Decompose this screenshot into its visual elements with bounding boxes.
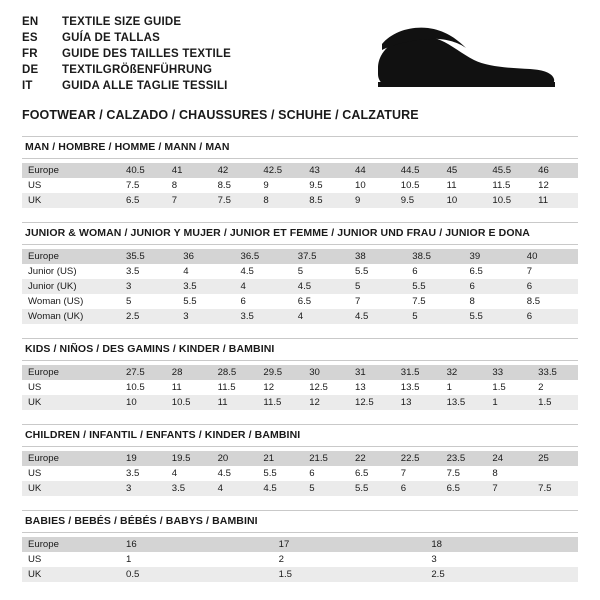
size-cell: 8 bbox=[257, 193, 303, 208]
size-cell: 5.5 bbox=[464, 309, 521, 324]
size-cell: 6.5 bbox=[297, 296, 312, 307]
size-cell: 18 bbox=[425, 537, 578, 552]
size-cell: 25 bbox=[532, 451, 578, 466]
size-cell: 11.5 bbox=[257, 395, 303, 410]
row-label: UK bbox=[22, 567, 120, 582]
size-cell: 5.5 bbox=[355, 266, 369, 277]
row-label: Europe bbox=[22, 451, 120, 466]
table-row bbox=[22, 395, 578, 410]
table-row bbox=[22, 279, 578, 294]
language-title-list bbox=[22, 16, 231, 96]
size-cell: 40.5 bbox=[120, 163, 166, 178]
table-row bbox=[22, 193, 578, 208]
language-code: ES bbox=[22, 32, 38, 44]
size-cell: 21.5 bbox=[303, 451, 349, 466]
size-cell: 8.5 bbox=[217, 180, 231, 191]
size-cell: 1 bbox=[446, 382, 452, 393]
size-cell: 3 bbox=[177, 309, 234, 324]
size-cell: 9.5 bbox=[309, 180, 323, 191]
size-cell: 11 bbox=[171, 382, 182, 393]
language-text: GUÍA DE TALLAS bbox=[62, 32, 160, 44]
row-label: UK bbox=[22, 193, 120, 208]
size-cell: 6 bbox=[464, 279, 521, 294]
size-cell: 44.5 bbox=[395, 163, 441, 178]
size-cell: 10 bbox=[354, 180, 366, 191]
size-cell: 29.5 bbox=[257, 365, 303, 380]
language-row bbox=[22, 48, 231, 64]
size-cell: 5.5 bbox=[406, 279, 463, 294]
size-cell: 5 bbox=[349, 279, 406, 294]
size-cell: 6.5 bbox=[441, 481, 487, 496]
size-cell: 3 bbox=[120, 481, 166, 496]
size-cell: 11.5 bbox=[492, 180, 511, 191]
size-cell: 11 bbox=[212, 395, 258, 410]
size-cell: 13 bbox=[354, 382, 366, 393]
size-cell: 10.5 bbox=[486, 193, 532, 208]
table-row bbox=[22, 264, 578, 279]
size-cell: 9 bbox=[349, 193, 395, 208]
row-label: UK bbox=[22, 395, 120, 410]
size-cell: 24 bbox=[486, 451, 532, 466]
section-divider bbox=[22, 222, 578, 223]
size-cell: 42 bbox=[212, 163, 258, 178]
size-cell: 39 bbox=[464, 249, 521, 264]
language-row bbox=[22, 32, 231, 48]
size-cell: 40 bbox=[521, 249, 578, 264]
size-cell: 7 bbox=[355, 296, 361, 307]
row-label: US bbox=[28, 554, 42, 565]
language-code: DE bbox=[22, 64, 39, 76]
table-row bbox=[22, 552, 578, 567]
size-cell: 45 bbox=[441, 163, 487, 178]
size-cell: 3.5 bbox=[126, 266, 140, 277]
size-table bbox=[22, 163, 578, 208]
size-cell: 33 bbox=[486, 365, 532, 380]
size-cell: 3 bbox=[431, 554, 437, 565]
size-cell: 32 bbox=[441, 365, 487, 380]
section-divider bbox=[22, 158, 578, 159]
table-row bbox=[22, 309, 578, 324]
section-title: KIDS / NIÑOS / DES GAMINS / KINDER / BAMBINI bbox=[25, 343, 275, 355]
row-label: Woman (US) bbox=[28, 296, 84, 307]
size-cell: 10.5 bbox=[166, 395, 212, 410]
size-cell: 12 bbox=[538, 180, 549, 191]
size-cell: 7.5 bbox=[532, 481, 578, 496]
row-label: US bbox=[28, 180, 42, 191]
size-cell: 2.5 bbox=[425, 567, 578, 582]
section-divider bbox=[22, 360, 578, 361]
table-row bbox=[22, 365, 578, 380]
table-row bbox=[22, 466, 578, 481]
size-cell: 10 bbox=[441, 193, 487, 208]
size-cell: 6 bbox=[395, 481, 441, 496]
language-code: EN bbox=[22, 16, 39, 28]
size-cell: 4 bbox=[292, 309, 349, 324]
row-label: Europe bbox=[22, 163, 120, 178]
size-section bbox=[22, 136, 578, 208]
language-text: GUIDE DES TAILLES TEXTILE bbox=[62, 48, 231, 60]
size-cell: 3.5 bbox=[166, 481, 212, 496]
table-row bbox=[22, 294, 578, 309]
size-cell: 4 bbox=[212, 481, 258, 496]
dress-shoe-icon bbox=[370, 22, 560, 98]
size-sections bbox=[22, 136, 578, 582]
size-cell: 36 bbox=[177, 249, 234, 264]
size-cell: 11 bbox=[446, 180, 457, 191]
size-cell: 19.5 bbox=[166, 451, 212, 466]
size-table bbox=[22, 249, 578, 324]
size-cell: 6 bbox=[412, 266, 418, 277]
size-cell: 9 bbox=[263, 180, 269, 191]
size-cell: 3.5 bbox=[126, 468, 140, 479]
language-code: IT bbox=[22, 80, 33, 92]
size-cell: 19 bbox=[120, 451, 166, 466]
row-label: Junior (UK) bbox=[22, 279, 120, 294]
table-row bbox=[22, 249, 578, 264]
size-cell: 6 bbox=[521, 309, 578, 324]
size-cell: 5 bbox=[303, 481, 349, 496]
size-cell: 4.5 bbox=[217, 468, 231, 479]
size-cell bbox=[532, 466, 578, 481]
row-label: Europe bbox=[22, 249, 120, 264]
row-label: US bbox=[28, 382, 42, 393]
size-table bbox=[22, 537, 578, 582]
size-cell: 10.5 bbox=[400, 180, 420, 191]
size-cell: 7.5 bbox=[412, 296, 426, 307]
size-cell: 27.5 bbox=[120, 365, 166, 380]
table-row bbox=[22, 567, 578, 582]
size-cell: 10 bbox=[120, 395, 166, 410]
size-cell: 5.5 bbox=[349, 481, 395, 496]
document-header bbox=[22, 16, 578, 122]
size-cell: 8.5 bbox=[526, 296, 541, 307]
size-cell: 6 bbox=[521, 279, 578, 294]
size-cell: 7 bbox=[486, 481, 532, 496]
size-cell: 2 bbox=[278, 554, 284, 565]
table-row bbox=[22, 380, 578, 395]
size-cell: 13 bbox=[395, 395, 441, 410]
size-cell: 45.5 bbox=[486, 163, 532, 178]
size-cell: 1 bbox=[486, 395, 532, 410]
size-cell: 5.5 bbox=[263, 468, 277, 479]
section-divider bbox=[22, 532, 578, 533]
size-cell: 36.5 bbox=[235, 249, 292, 264]
size-cell: 41 bbox=[166, 163, 212, 178]
size-cell: 13.5 bbox=[400, 382, 420, 393]
size-cell: 46 bbox=[532, 163, 578, 178]
size-cell: 1.5 bbox=[492, 382, 506, 393]
size-cell: 7 bbox=[400, 468, 407, 479]
section-title: CHILDREN / INFANTIL / ENFANTS / KINDER / BAMBINI bbox=[25, 429, 301, 441]
size-cell: 42.5 bbox=[257, 163, 303, 178]
size-cell: 10.5 bbox=[126, 382, 145, 393]
size-cell: 11 bbox=[532, 193, 578, 208]
size-cell: 4.5 bbox=[240, 266, 254, 277]
size-section bbox=[22, 222, 578, 324]
size-cell: 1 bbox=[126, 554, 132, 565]
section-divider bbox=[22, 136, 578, 137]
row-label: Europe bbox=[22, 365, 120, 380]
size-section bbox=[22, 338, 578, 410]
size-cell: 12 bbox=[263, 382, 275, 393]
size-cell: 4 bbox=[183, 266, 189, 277]
size-cell: 28.5 bbox=[212, 365, 258, 380]
size-cell: 13.5 bbox=[441, 395, 487, 410]
table-row bbox=[22, 481, 578, 496]
size-cell: 8 bbox=[469, 296, 475, 307]
size-cell: 35.5 bbox=[120, 249, 177, 264]
size-cell: 20 bbox=[212, 451, 258, 466]
size-cell: 6 bbox=[309, 468, 315, 479]
row-label: UK bbox=[22, 481, 120, 496]
size-cell: 2.5 bbox=[120, 309, 177, 324]
size-cell: 5 bbox=[126, 296, 132, 307]
size-cell: 28 bbox=[166, 365, 212, 380]
size-cell: 22 bbox=[349, 451, 395, 466]
size-cell: 3.5 bbox=[235, 309, 292, 324]
size-cell: 12.5 bbox=[309, 382, 328, 393]
section-divider bbox=[22, 446, 578, 447]
size-cell: 4.5 bbox=[349, 309, 406, 324]
size-cell: 7 bbox=[526, 266, 533, 277]
size-cell: 6.5 bbox=[120, 193, 166, 208]
footwear-title: FOOTWEAR / CALZADO / CHAUSSURES / SCHUHE / CALZATURE bbox=[22, 108, 419, 122]
size-cell: 8 bbox=[492, 468, 498, 479]
section-divider bbox=[22, 510, 578, 511]
size-cell: 7.5 bbox=[212, 193, 258, 208]
size-cell: 3 bbox=[120, 279, 177, 294]
row-label: Woman (UK) bbox=[22, 309, 120, 324]
size-cell: 16 bbox=[120, 537, 273, 552]
size-cell: 7 bbox=[166, 193, 212, 208]
section-title: BABIES / BEBÉS / BÉBÉS / BABYS / BAMBINI bbox=[25, 515, 258, 527]
section-divider bbox=[22, 244, 578, 245]
size-cell: 9.5 bbox=[395, 193, 441, 208]
size-cell: 37.5 bbox=[292, 249, 349, 264]
size-cell: 38.5 bbox=[406, 249, 463, 264]
language-text: TEXTILE SIZE GUIDE bbox=[62, 16, 182, 28]
size-cell: 8 bbox=[171, 180, 178, 191]
size-section bbox=[22, 510, 578, 582]
size-cell: 22.5 bbox=[395, 451, 441, 466]
table-row bbox=[22, 537, 578, 552]
section-title: JUNIOR & WOMAN / JUNIOR Y MUJER / JUNIOR ET FEMME / JUNIOR UND FRAU / JUNIOR E DONA bbox=[25, 227, 530, 239]
section-divider bbox=[22, 338, 578, 339]
table-row bbox=[22, 451, 578, 466]
row-label: US bbox=[28, 468, 42, 479]
size-table bbox=[22, 451, 578, 496]
size-cell: 5 bbox=[406, 309, 463, 324]
size-cell: 2 bbox=[538, 382, 544, 393]
size-cell: 38 bbox=[349, 249, 406, 264]
row-label: Europe bbox=[22, 537, 120, 552]
size-cell: 21 bbox=[257, 451, 303, 466]
size-cell: 33.5 bbox=[532, 365, 578, 380]
table-row bbox=[22, 178, 578, 193]
size-cell: 3.5 bbox=[177, 279, 234, 294]
size-cell: 4 bbox=[235, 279, 292, 294]
size-cell: 5 bbox=[297, 266, 304, 277]
size-cell: 31 bbox=[349, 365, 395, 380]
size-cell: 7.5 bbox=[446, 468, 460, 479]
size-cell: 5.5 bbox=[183, 296, 197, 307]
size-cell: 30 bbox=[303, 365, 349, 380]
size-section bbox=[22, 424, 578, 496]
size-cell: 6 bbox=[240, 296, 246, 307]
language-row bbox=[22, 16, 231, 32]
size-cell: 4 bbox=[171, 468, 178, 479]
language-text: TEXTILGRÖßENFÜHRUNG bbox=[62, 64, 213, 76]
language-title-body bbox=[22, 16, 231, 96]
size-cell: 6.5 bbox=[354, 468, 369, 479]
size-table bbox=[22, 365, 578, 410]
section-title: MAN / HOMBRE / HOMME / MANN / MAN bbox=[25, 141, 230, 153]
size-cell: 1.5 bbox=[532, 395, 578, 410]
size-cell: 23.5 bbox=[441, 451, 487, 466]
row-label: Junior (US) bbox=[28, 266, 77, 277]
size-cell: 17 bbox=[273, 537, 426, 552]
size-cell: 4.5 bbox=[292, 279, 349, 294]
size-cell: 12 bbox=[303, 395, 349, 410]
size-cell: 43 bbox=[303, 163, 349, 178]
language-row bbox=[22, 80, 231, 96]
language-row bbox=[22, 64, 231, 80]
size-cell: 44 bbox=[349, 163, 395, 178]
size-cell: 4.5 bbox=[257, 481, 303, 496]
language-text: GUIDA ALLE TAGLIE TESSILI bbox=[62, 80, 228, 92]
size-cell: 1.5 bbox=[273, 567, 426, 582]
size-cell: 6.5 bbox=[469, 266, 483, 277]
size-cell: 31.5 bbox=[395, 365, 441, 380]
section-divider bbox=[22, 424, 578, 425]
size-cell: 0.5 bbox=[120, 567, 273, 582]
size-cell: 7.5 bbox=[126, 180, 140, 191]
size-cell: 8.5 bbox=[303, 193, 349, 208]
language-code: FR bbox=[22, 48, 38, 60]
table-row bbox=[22, 163, 578, 178]
size-cell: 12.5 bbox=[349, 395, 395, 410]
size-cell: 11.5 bbox=[217, 382, 236, 393]
